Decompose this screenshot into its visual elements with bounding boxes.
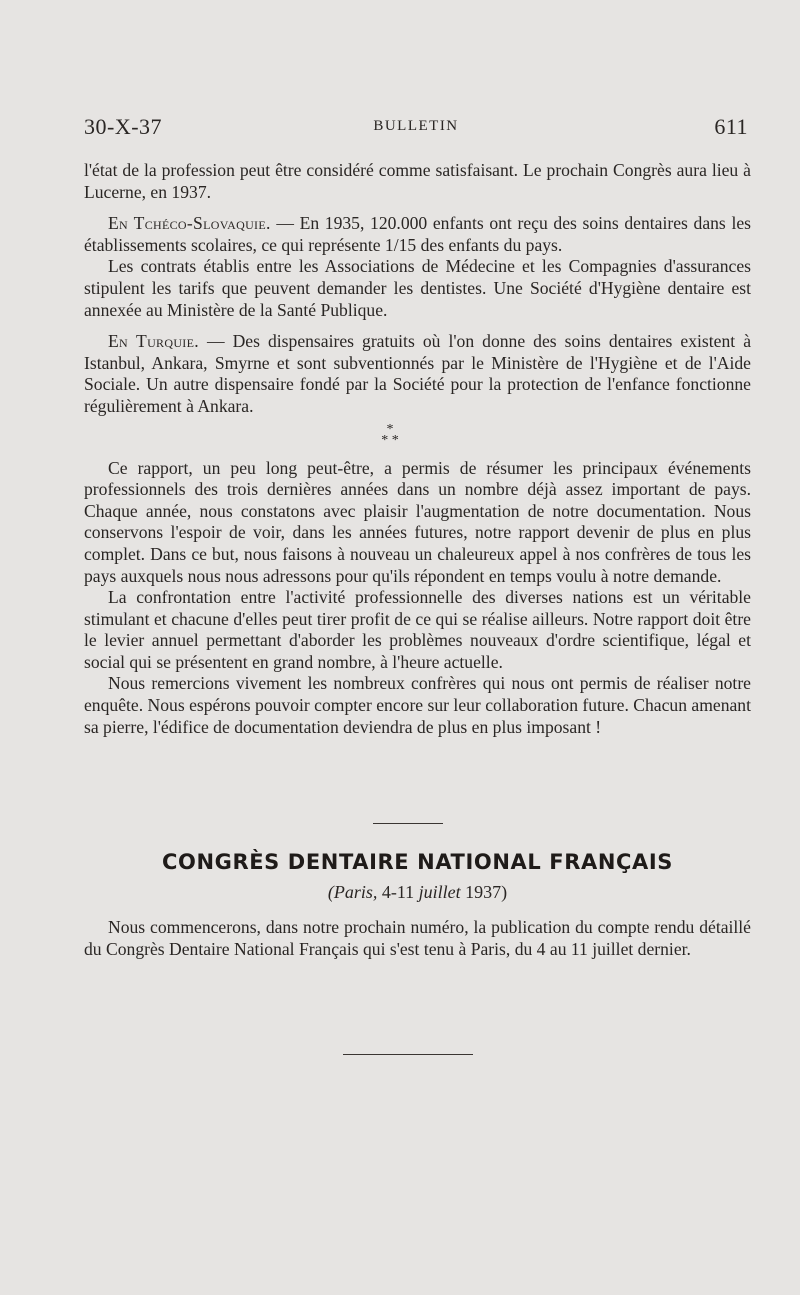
paragraph-thanks: Nous remercions vivement les nombreux confrères qui nous ont permis de réaliser notre enquête. Nous espérons pouvoir compter encore sur leur collaboration future. Chacun amenant sa pierre, l'édifice de documentation deviendra de plus en plus imposant ! — [84, 673, 751, 737]
paragraph-congress: Nous commencerons, dans notre prochain numéro, la publication du compte rendu détaillé du Congrès Dentaire National Français qui s'est tenu à Paris, du 4 au 11 juillet dernier. — [84, 917, 751, 959]
subtitle-place: (Paris, — [327, 882, 382, 902]
country-heading-turkey: En Turquie. — [108, 331, 199, 352]
asterism-divider — [360, 424, 420, 454]
header-journal-title: BULLETIN — [373, 118, 459, 134]
country-heading-czechoslovakia: En Tchéco-Slovaquie. — [108, 213, 271, 234]
paragraph-confrontation: La confrontation entre l'activité professionnelle des diverses nations est un véritable stimulant et chacune d'elles peut tirer profit de ce qui se réalise ailleurs. Notre rapport doit être le levier annuel permettant d'aborder les problèmes nouveaux d'ordre scientifique, légal et social qui se présentent en grand nombre, à l'heure actuelle. — [84, 587, 751, 672]
section-title: CONGRÈS DENTAIRE NATIONAL FRANÇAIS — [161, 850, 674, 874]
end-rule — [343, 1054, 473, 1055]
paragraph-czechoslovakia-text: — En 1935, 120.000 enfants ont reçu des soins dentaires dans les établissements scolaires, ce qui représente 1/15 des enfants du pays. — [84, 213, 751, 255]
paragraph-insurance: Les contrats établis entre les Associations de Médecine et les Compagnies d'assurances stipulent les tarifs que peuvent demander les dentistes. Une Société d'Hygiène dentaire est annexée au Ministère de la Santé Publique. — [84, 256, 751, 320]
asterism-top: * — [386, 422, 394, 437]
congress-announcement — [84, 917, 751, 960]
section-subtitle — [84, 882, 751, 903]
page-header — [84, 112, 748, 142]
subtitle-year: 1937) — [465, 882, 508, 902]
paragraph-continuation: l'état de la profession peut être considéré comme satisfaisant. Le prochain Congrès aura lieu à Lucerne, en 1937. — [84, 160, 751, 202]
header-date: 30-X-37 — [84, 114, 163, 139]
paragraph-report-summary: Ce rapport, un peu long peut-être, a permis de résumer les principaux événements professionnels des trois dernières années dans un nombre déjà assez important de pays. Chaque année, nous constatons avec plaisir l'augmentation de notre documentation. Nous conservons l'espoir de voir, dans les années futures, notre rapport devenir de plus en plus complet. Dans ce but, nous faisons à nouveau un chaleureux appel à nos confrères de tous les pays auxquels nous nous adressons pour qu'ils répondent en temps voulu à notre demande. — [84, 457, 751, 586]
header-page-number: 611 — [714, 114, 748, 139]
asterism-bottom: * * — [381, 433, 399, 448]
section-divider-rule — [373, 823, 443, 824]
paragraph-turkey — [84, 331, 751, 417]
subtitle-dates: 4-11 — [381, 882, 415, 902]
paragraph-czechoslovakia — [84, 213, 751, 256]
subtitle-month: juillet — [414, 882, 466, 902]
paragraph-turkey-text: — Des dispensaires gratuits où l'on donne des soins dentaires existent à Istanbul, Ankara, Smyrne et sont subventionnés par le Ministère de l'Hygiène et de l'Aide Sociale. Un autre dispensaire fondé par la Société pour la protection de l'enfance fonctionne régulièrement à Ankara. — [84, 331, 752, 416]
